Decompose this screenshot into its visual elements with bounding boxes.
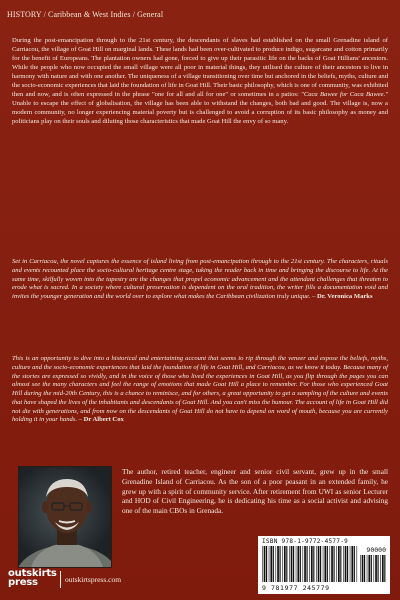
barcode-stripe [380,555,381,582]
review-text: This is an opportunity to dive into a historical and entertaining account that seems to rip through the veneer and expose the beliefs, myths, culture and the socio-economic experiences that laid the foundation of life in Goat Hill, and Carriacou, as we know it today. Because many of the stories are expressed so vividly, and in the voice of those who lived the experiences in Goat Hill, as you flip through the pages you can almost see the many characters and feel the range of emotions that made Goat Hill a place to remember. For those who experienced Goat Hill during the mid-20th Century, this is a chance to reminisce, and for others, a great opportunity to get a sampling of the culture and events that have shaped the lives of the inhabitants and descendants of Goat Hill. And you can't miss the humour. The account of life in Goat Hill did not die with generations, and from now on the descendants of Goat Hill do not have to depend on word of mouth, because you are currently holding it in your hands. – [12,355,388,424]
barcode-stripe [330,546,331,582]
barcode-stripe [262,546,263,582]
isbn-number: ISBN 978-1-9772-4577-9 [262,538,349,545]
barcode-stripe [362,555,364,582]
barcode-stripe [318,546,320,582]
review-marks [12,258,388,302]
barcode-bars [262,546,358,582]
barcode-stripe [316,546,317,582]
barcode-stripe [313,546,314,582]
barcode-stripe [304,546,306,582]
barcode-stripe [293,546,294,582]
barcode-stripe [266,546,267,582]
price-code: 90000 [366,546,386,554]
barcode-stripe [334,546,335,582]
barcode-stripe [311,546,313,582]
barcode-stripe [323,546,324,582]
barcode-digits: 9 781977 245779 [262,584,330,592]
description-part-1: During the post-emancipation through to the 21st century, the descendants of slaves had established on the small Grenadine island of Carriacou, the village of Goat Hill on marginal lands. These lands had been over-cultivated to produce indigo, sugarcane and cotton primarily for the benefit of Europeans. The plantation owners had gone, forced to give up their parasitic life on the backs of Goat Hillians' ancestors. While the people who now occupied the small village were all poor in material things, they utilised the culture of their ancestors to live in harmony with nature and with one another. The uniqueness of a village transitioning over time but anchored in the beliefs, myths, culture and the socio-economic experiences that laid the foundation of life in Goat Hill. Their basic philosophy, which is one of community, was exhibited then and now, and is often expressed in the phrase "one for all and all for one" or sometimes in a patios: [12,37,388,98]
review-text: Set in Carriacou, the novel captures the essence of island living from post-emancipation through to the 21st century. The characters, rituals and events recounted place the socio-cultural heritage centre stage, taking the reader back in time and bringing the discourse to life. At the same time, skilfully woven into the tapestry are the changes that propel economic advancement and the attendant challenges that threaten to erode what is sacred. In a society where cultural preservation is dependent on the oral tradition, the writer fills a documentation void and invites the younger generation and the world over to explore what makes the Caribbean civilization truly unique. – [12,258,388,301]
barcode-stripe [378,555,379,582]
barcode-stripe [276,546,277,582]
barcode-stripe [364,555,365,582]
barcode-stripe [345,546,347,582]
barcode-stripe [284,546,286,582]
barcode-stripe [320,546,321,582]
barcode-stripe [282,546,283,582]
review-cox [12,355,388,425]
barcode-stripe [338,546,340,582]
publisher-logo [8,569,60,587]
barcode-stripe [289,546,290,582]
barcode-stripe [382,555,384,582]
barcode-stripe [277,546,279,582]
barcode-stripe [347,546,348,582]
barcode-stripe [309,546,310,582]
logo-line-2: press [8,577,38,588]
barcode-stripe [354,546,355,582]
publisher-website: outskirtspress.com [65,575,122,584]
barcode-stripe [375,555,377,582]
logo-line-1: outskirts [8,568,57,579]
barcode-stripe [371,555,372,582]
isbn-line [262,538,386,545]
barcode-stripe [291,546,293,582]
barcode-stripe [297,546,299,582]
logo-divider [60,571,61,588]
barcode-stripe [296,546,297,582]
barcode-stripe [273,546,274,582]
barcode-stripe [264,546,266,582]
barcode-stripe [374,555,375,582]
barcode-stripe [336,546,337,582]
barcode-stripe [340,546,341,582]
reviewer-name: Dr Albert Cox [83,416,124,424]
barcode-stripe [351,546,353,582]
barcode-stripe [280,546,281,582]
barcode-stripe [360,555,361,582]
barcode-stripe [343,546,344,582]
patois-phrase: "Caca Bawee for Caca Bawee." [301,90,388,98]
book-description [12,37,388,127]
barcode-stripe [350,546,351,582]
barcode-stripe [270,546,272,582]
barcode-stripe [303,546,304,582]
barcode-stripe [327,546,328,582]
isbn-barcode [258,536,390,594]
barcode-stripe [357,546,358,582]
barcode-stripe [324,546,326,582]
author-photo [18,466,112,568]
category-label: HISTORY / Caribbean & West Indies / General [7,10,164,19]
description-part-2: Unable to escape the effect of globalisation, the village has been able to withstand the changes, both bad and good. The village is, now a modern community, no longer experiencing material poverty but is challenged to avoid a corruption of its basic philosophy as money and politicians play on their souls and diluting those characteristics that made Goat Hill the envy of so many. [12,99,388,125]
author-portrait-image [19,467,111,567]
barcode-stripe [286,546,287,582]
barcode-stripe [367,555,368,582]
barcode-stripe [307,546,308,582]
barcode-stripe [269,546,270,582]
barcode-stripe [368,555,370,582]
addon-barcode-bars [360,555,386,582]
reviewer-name: Dr. Veronica Marks [317,293,373,301]
barcode-stripe [384,555,385,582]
barcode-stripe [300,546,301,582]
author-bio: The author, retired teacher, engineer and senior civil servant, grew up in the small Grenadine Island of Carriacou. As the son of a poor peasant in an extended family, he grew up with a spirit of community service. After retirement from UWI as senior Lecturer and HOD of Civil Engineering, he is dedicating his time as a social activist and advising one of the main CBOs in Grenada. [122,467,388,516]
barcode-stripe [331,546,333,582]
